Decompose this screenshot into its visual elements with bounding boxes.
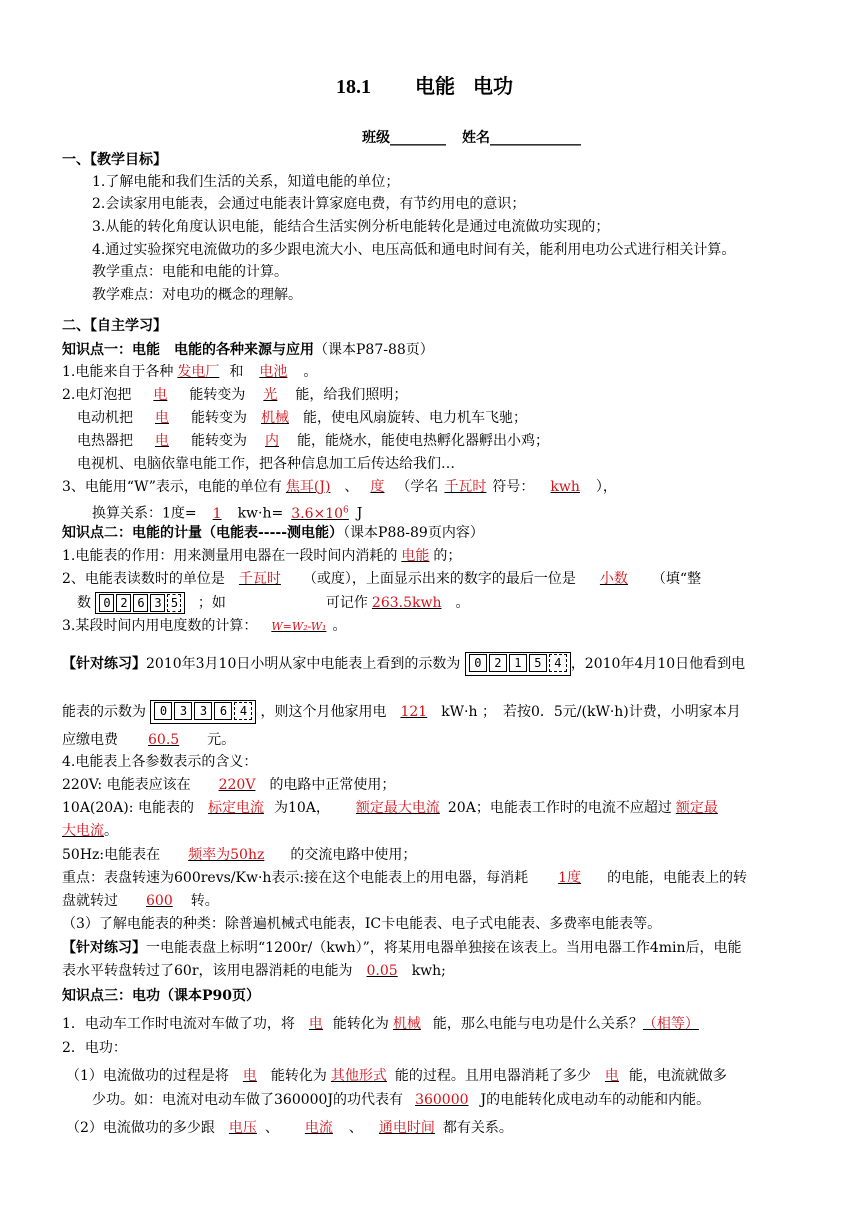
line-ebike: 1．电动车工作时电流对车做了功，将 电 能转化为 机械 能，那么电能与电功是什么关系？（相等） [62, 1016, 699, 1032]
line-meter-example: 数 0 2 6 3 5 ；如 可记作 263.5kwh 。 [77, 592, 469, 614]
line-revs: 重点：表盘转速为600revs/Kw·h表示:接在这个电能表上的用电器，每消耗 1度 的电能，电能表上的转 [62, 870, 748, 886]
kp1-title: 知识点一：电能 电能的各种来源与应用 [62, 342, 314, 358]
line-work-factors: （2）电流做功的多少跟 电压 、 电流 、 通电时间 都有关系。 [66, 1120, 513, 1136]
line-meter-types: （3）了解电能表的种类：除普遍机械式电能表，IC卡电能表、电子式电能表、多费率电能表等。 [62, 916, 662, 932]
class-field: 班级________ [362, 130, 446, 146]
knowledge-point-3: 知识点三：电功（课本P90页） [62, 988, 261, 1004]
teaching-key-point: 教学重点：电能和电能的计算。 [92, 264, 288, 280]
line-meter-unit: 2、电能表读数时的单位是 千瓦时 （或度），上面显示出来的数字的最后一位是 小数 （填“整 [62, 571, 702, 587]
meter-reading-april: 0 3 3 6 4 [150, 700, 256, 724]
section2-heading: 二、【自主学习】 [62, 318, 167, 334]
practice-2-line1: 【针对练习】一电能表盘上标明“1200r/（kwh）”，将某用电器单独接在该表上。当用电器工作4min后，电能 [62, 940, 742, 956]
name-field: 姓名_____________ [462, 130, 581, 146]
knowledge-point-2: 知识点二：电能的计量（电能表-----测电能）（课本P88-89页内容） [62, 525, 484, 541]
section1-heading: 一、【教学目标】 [62, 152, 167, 168]
title-number: 18.1 [336, 76, 371, 98]
kp1-note: （课本P87-88页） [314, 342, 434, 358]
line-work-process: （1）电流做功的过程是将 电 能转化为 其他形式 能的过程。且用电器消耗了多少 电 能，电流就做多 [66, 1068, 727, 1084]
line-tv: 电视机、电脑依靠电能工作，把各种信息加工后传达给我们… [77, 456, 455, 472]
answer-battery: 电池 [259, 364, 288, 380]
teaching-difficulty: 教学难点：对电功的概念的理解。 [92, 287, 302, 303]
line-10a-cont: 大电流。 [62, 823, 118, 839]
practice-1-line1: 【针对练习】2010年3月10日小明从家中电能表上看到的示数为 0 2 1 5 4 ，2010年4月10日他看到电 [62, 652, 745, 676]
page-title [336, 73, 513, 100]
knowledge-point-1 [62, 340, 434, 360]
line-revs-cont: 盘就转过 600 转。 [62, 893, 219, 909]
title-part1: 电能 [415, 74, 455, 98]
line-units: 3、电能用“W”表示，电能的单位有 焦耳(J) 、 度 （学名 千瓦时 符号： kwh ）， [62, 479, 617, 495]
class-name-line [362, 128, 581, 148]
line-meter-function: 1.电能表的作用：用来测量用电器在一段时间内消耗的 电能 的； [62, 548, 462, 564]
objective-2: 2.会读家用电能表，会通过电能表计算家庭电费，有节约用电的意识； [92, 196, 526, 212]
line-50hz: 50Hz:电能表在 频率为50hz 的交流电路中使用； [62, 847, 417, 863]
practice-1-line3: 应缴电费 60.5 元。 [62, 732, 236, 748]
line-10a: 10A(20A): 电能表的 标定电流 为10A， 额定最大电流 20A；电能表工作时的电流不应超过 额定最 [62, 800, 718, 816]
meter-reading-example: 0 2 6 3 5 [95, 592, 185, 614]
line-work-process-cont: 少功。如：电流对电动车做了360000J的功代表有 360000 J的电能转化成电动车的动能和内能。 [92, 1092, 711, 1108]
practice-2-line2: 表水平转盘转过了60r，该用电器消耗的电能为 0.05 kwh; [62, 963, 446, 979]
line-meter-params: 4.电能表上各参数表示的含义： [62, 754, 258, 770]
objective-4: 4.通过实验探究电流做功的多少跟电流大小、电压高低和通电时间有关，能利用电功公式进行相关计算。 [92, 242, 736, 258]
line-meter-formula: 3.某段时间内用电度数的计算： W=W₂-W₁ 。 [62, 618, 347, 634]
line-electric-work: 2．电功： [62, 1040, 127, 1056]
line-220v: 220V: 电能表应该在 220V 的电路中正常使用； [62, 777, 396, 793]
line-heater: 电热器把 电 能转变为 内 能，能烧水，能使电热孵化器孵出小鸡； [77, 433, 549, 449]
practice-1-line2: 能表的示数为 0 3 3 6 4 ，则这个月他家用电 121 kW·h ； 若按0．5元/(kW·h)计费，小明家本月 [62, 700, 741, 724]
line-energy-sources: 1.电能来自于各种 发电厂 和 电池 。 [62, 364, 318, 380]
objective-1: 1.了解电能和我们生活的关系，知道电能的单位； [92, 174, 400, 190]
title-part2: 电功 [473, 74, 513, 98]
line-lamp: 2.电灯泡把 电 能转变为 光 能，给我们照明； [62, 387, 408, 403]
meter-reading-march: 0 2 1 5 4 [465, 652, 571, 676]
line-conversion: 换算关系：1度= 1 $kw\cdot h= 3.6\times 10^6$ J [92, 505, 363, 522]
answer-power-plant: 发电厂 [177, 364, 220, 380]
line-motor: 电动机把 电 能转变为 机械 能，使电风扇旋转、电力机车飞驰； [77, 410, 527, 426]
objective-3: 3.从能的转化角度认识电能，能结合生活实例分析电能转化是通过电流做功实现的； [92, 219, 610, 235]
